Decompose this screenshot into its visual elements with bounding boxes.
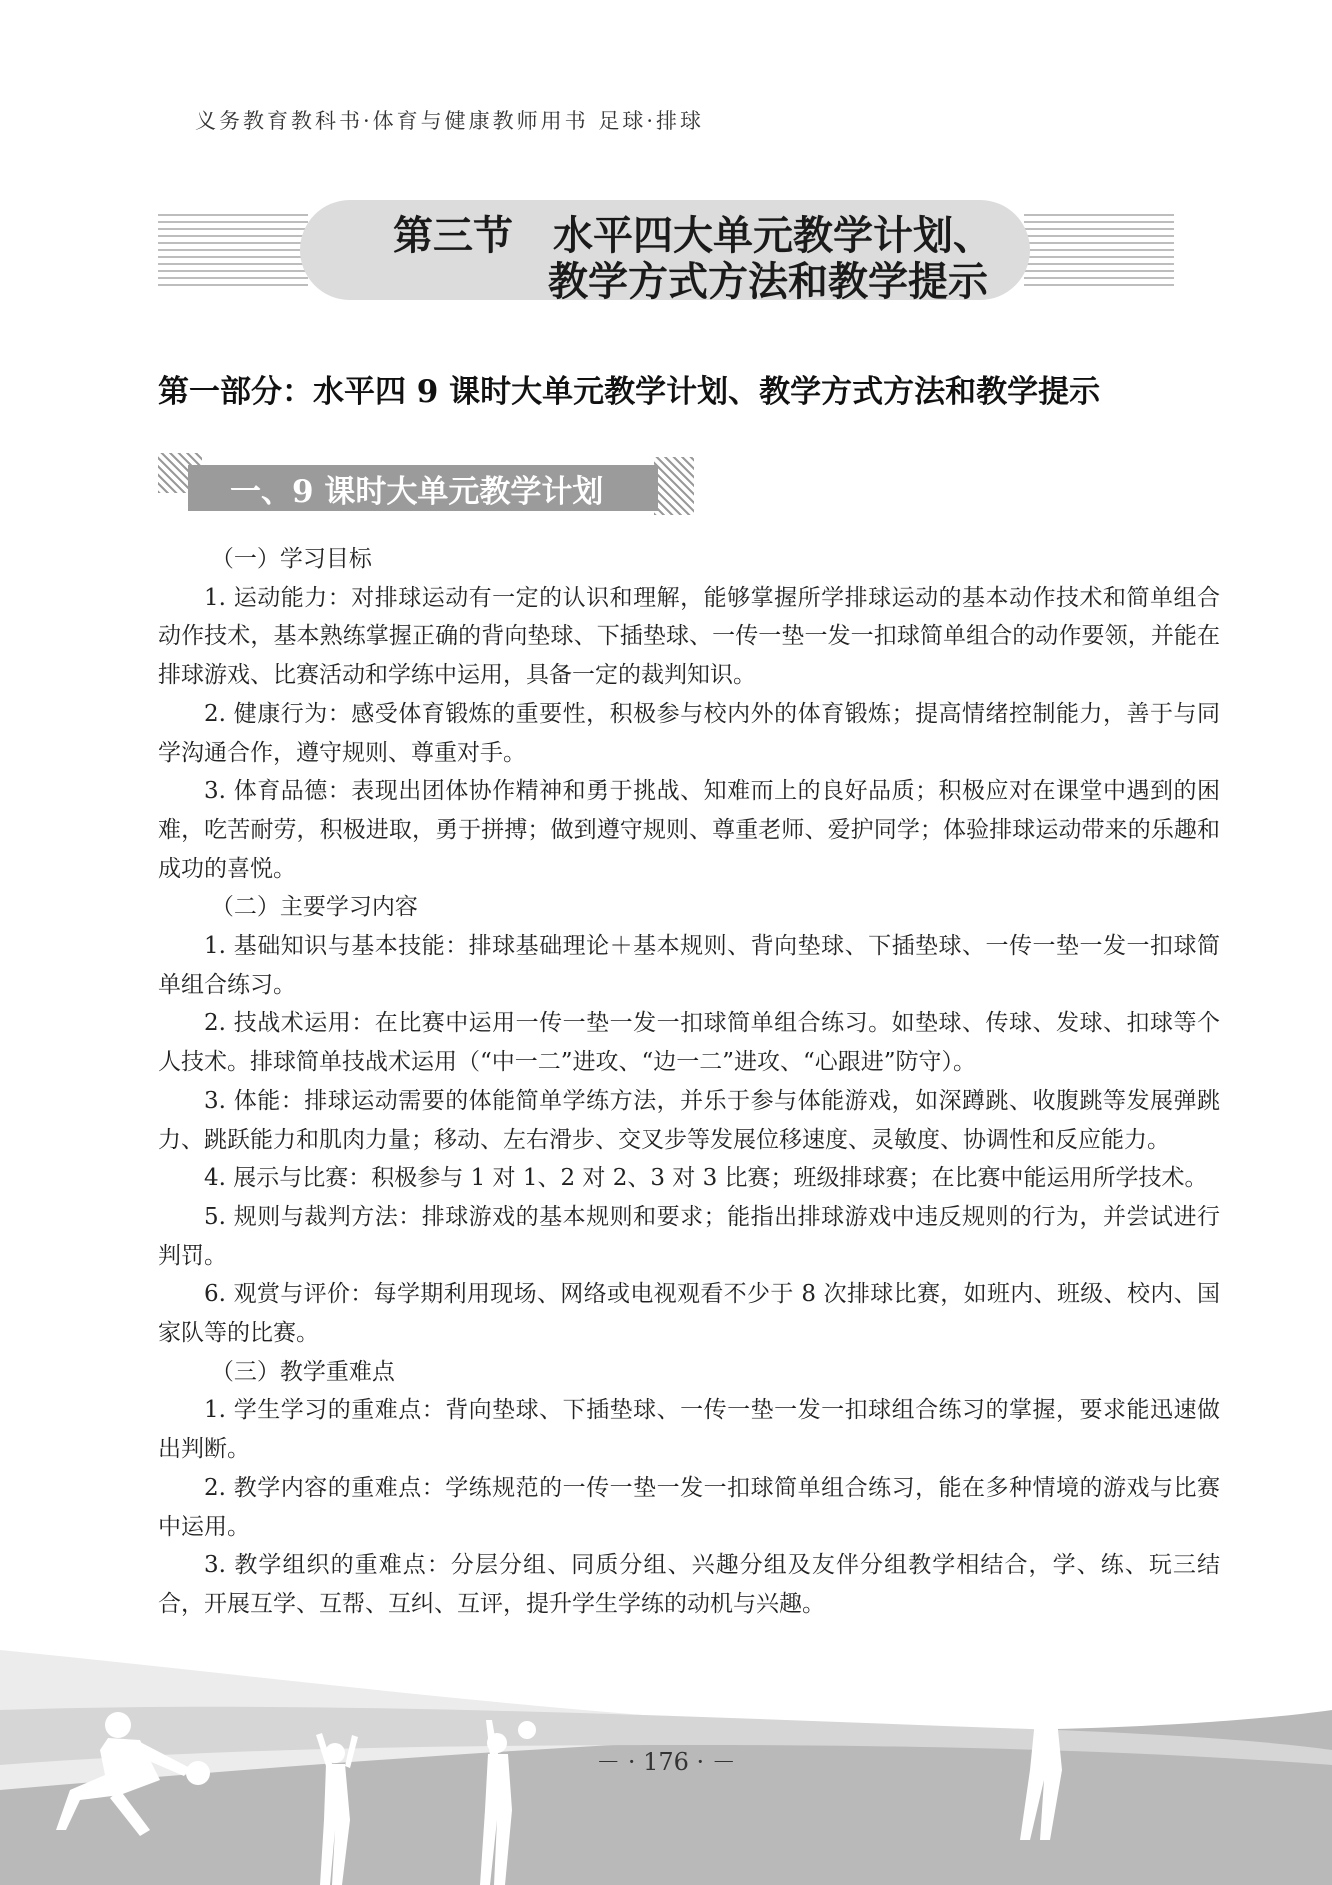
paragraph: 3. 体育品德：表现出团体协作精神和勇于挑战、知难而上的良好品质；积极应对在课堂中遇到的困难，吃苦耐劳，积极进取，勇于拼搏；做到遵守规则、尊重老师、爱护同学；体验排球运动带来的乐趣和成功的喜悦。 [158,778,1220,882]
subsection-heading: （三）教学重难点 [210,1358,395,1385]
page-number: － · 176 · － [596,1748,736,1776]
subsection-heading: （二）主要学习内容 [210,894,418,921]
paragraph: 1. 基础知识与基本技能：排球基础理论＋基本规则、背向垫球、下插垫球、一传一垫一发一扣球简单组合练习。 [158,933,1220,998]
paragraph: 2. 技战术运用：在比赛中运用一传一垫一发一扣球简单组合练习。如垫球、传球、发球、扣球等个人技术。排球简单技战术运用（“中一二”进攻、“边一二”进攻、“心跟进”防守）。 [158,1010,1220,1076]
paragraph: 1. 学生学习的重难点：背向垫球、下插垫球、一传一垫一发一扣球组合练习的掌握，要求能迅速做出判断。 [158,1397,1220,1463]
paragraph: 5. 规则与裁判方法：排球游戏的基本规则和要求；能指出排球游戏中违反规则的行为，并尝试进行判罚。 [158,1203,1220,1269]
paragraph: 6. 观赏与评价：每学期利用现场、网络或电视观看不少于 8 次排球比赛，如班内、班级、校内、国家队等的比赛。 [158,1281,1220,1347]
paragraph: 3. 体能：排球运动需要的体能简单学练方法，并乐于参与体能游戏，如深蹲跳、收腹跳等发展弹跳力、跳跃能力和肌肉力量；移动、左右滑步、交叉步等发展位移速度、灵敏度、协调性和反应能力。 [158,1087,1220,1153]
subheading-bar [158,453,698,519]
hatch-decoration-right [654,457,694,515]
paragraph: 3. 教学组织的重难点：分层分组、同质分组、兴趣分组及友伴分组教学相结合，学、练、玩三结合，开展互学、互帮、互纠、互评，提升学生学练的动机与兴趣。 [158,1552,1220,1617]
paragraph: 4. 展示与比赛：积极参与 1 对 1、2 对 2、3 对 3 比赛；班级排球赛；在比赛中能运用所学技术。 [204,1165,1208,1192]
running-header: 义务教育教科书·体育与健康教师用书 足球·排球 [195,109,705,133]
volleyball-2 [518,1721,536,1739]
volleyball-3 [1060,1645,1080,1665]
subheading-label: 一、9 课时大单元教学计划 [230,474,604,510]
paragraph: 2. 教学内容的重难点：学练规范的一传一垫一发一扣球简单组合练习，能在多种情境的游戏与比赛中运用。 [158,1474,1220,1540]
subsection-heading: （一）学习目标 [210,546,372,572]
banner-lines-right [1024,214,1174,288]
paragraph: 2. 健康行为：感受体育锻炼的重要性，积极参与校内外的体育锻炼；提高情绪控制能力，善于与同学沟通合作，遵守规则、尊重对手。 [158,700,1220,766]
paragraph: 1. 运动能力：对排球运动有一定的认识和理解，能够掌握所学排球运动的基本动作技术和简单组合动作技术，基本熟练掌握正确的背向垫球、下插垫球、一传一垫一发一扣球简单组合的动作要领，并能在排球游戏、比赛活动和学练中运用，具备一定的裁判知识。 [158,584,1220,689]
section-title-line1: 第三节 水平四大单元教学计划、 [393,212,993,259]
part-heading: 第一部分：水平四 9 课时大单元教学计划、教学方式方法和教学提示 [158,374,1101,410]
banner-lines-left [158,214,308,288]
section-banner [158,200,1174,305]
body-text [158,540,1220,1624]
section-title-line2: 教学方式方法和教学提示 [548,258,988,305]
